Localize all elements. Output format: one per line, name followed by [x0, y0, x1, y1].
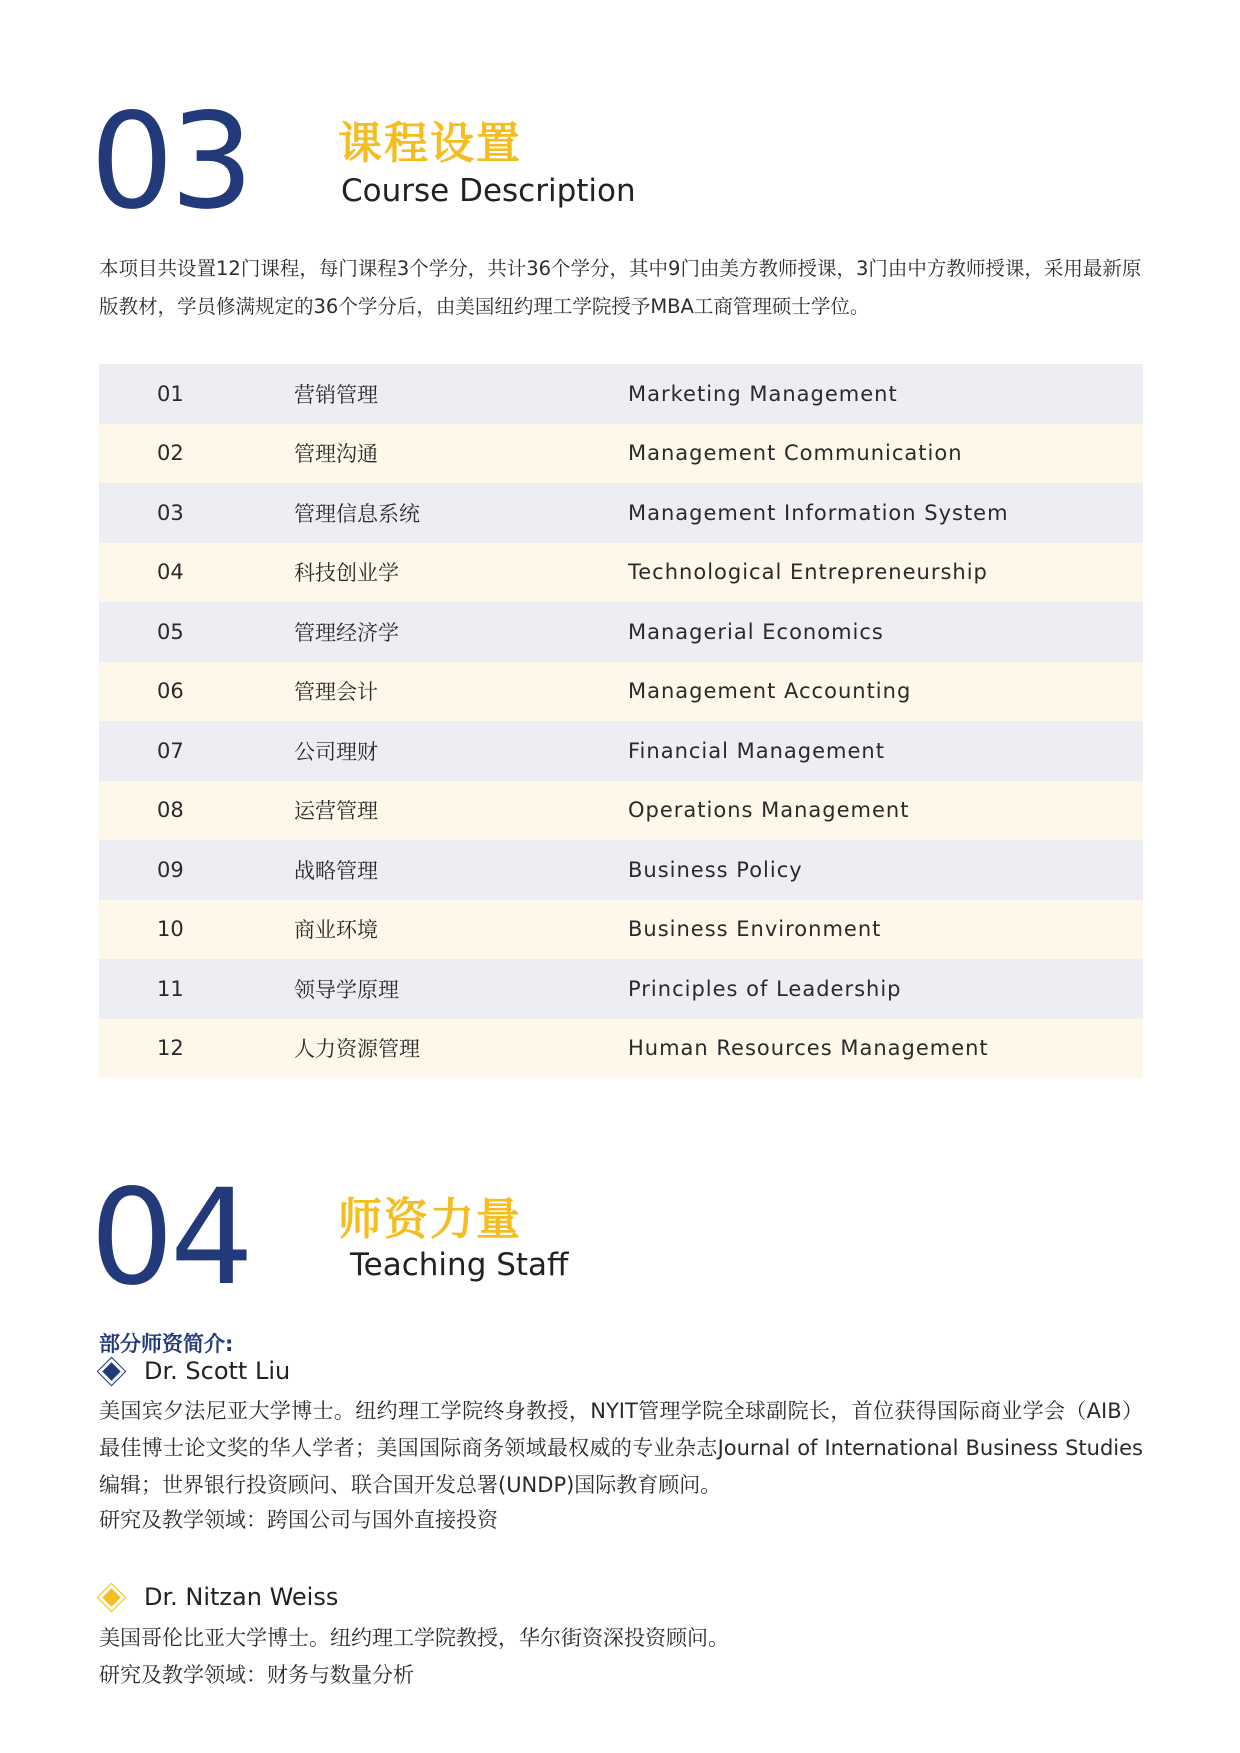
course-name-cn: 商业环境 — [294, 918, 378, 943]
course-name-en: Operations Management — [628, 798, 910, 823]
course-number: 09 — [157, 857, 184, 882]
course-name-cn: 公司理财 — [294, 739, 378, 764]
course-row — [99, 424, 1143, 484]
course-row — [99, 959, 1143, 1019]
staff-name: Dr. Scott Liu — [144, 1357, 291, 1385]
course-name-en: Management Information System — [628, 500, 1009, 525]
course-name-cn: 营销管理 — [294, 382, 378, 407]
course-number: 10 — [157, 917, 184, 942]
course-name-en: Business Environment — [628, 917, 882, 942]
course-intro-paragraph: 本项目共设置12门课程，每门课程3个学分，共计36个学分，其中9门由美方教师授课，3门由中方教师授课，采用最新原版教材，学员修满规定的36个学分后，由美国纽约理工学院授予MBA工商管理硕士学位。 — [99, 257, 1142, 318]
diamond-bullet-icon — [102, 1362, 120, 1380]
course-name-en: Financial Management — [628, 738, 885, 763]
course-row — [99, 602, 1143, 662]
course-row — [99, 662, 1143, 722]
course-name-cn: 人力资源管理 — [294, 1037, 420, 1062]
course-row — [99, 840, 1143, 900]
course-row — [99, 1019, 1143, 1079]
staff-name-row — [99, 1357, 290, 1385]
course-name-cn: 科技创业学 — [294, 561, 399, 586]
course-name-cn: 战略管理 — [294, 858, 378, 883]
course-number: 12 — [157, 1036, 184, 1061]
course-number: 05 — [157, 619, 184, 644]
section-04-number: 04 — [90, 1161, 250, 1315]
course-number: 07 — [157, 738, 184, 763]
course-row — [99, 543, 1143, 603]
course-row — [99, 483, 1143, 543]
course-name-en: Human Resources Management — [628, 1036, 989, 1061]
course-name-en: Managerial Economics — [628, 619, 884, 644]
staff-research-field: 研究及教学领域：财务与数量分析 — [99, 1663, 414, 1687]
section-03-number: 03 — [90, 85, 250, 239]
course-name-cn: 管理经济学 — [294, 620, 399, 645]
diamond-bullet-icon — [102, 1588, 120, 1606]
course-number: 02 — [157, 441, 184, 466]
course-row — [99, 364, 1143, 424]
course-number: 01 — [157, 381, 184, 406]
course-number: 04 — [157, 560, 184, 585]
course-row — [99, 721, 1143, 781]
section-04-title-cn: 师资力量 — [338, 1194, 522, 1245]
course-row — [99, 900, 1143, 960]
course-name-cn: 管理沟通 — [294, 442, 378, 467]
course-number: 03 — [157, 500, 184, 525]
course-table — [99, 364, 1143, 1078]
section-03-title-en: Course Description — [341, 173, 636, 209]
staff-intro-heading: 部分师资简介: — [99, 1332, 234, 1356]
course-name-en: Technological Entrepreneurship — [628, 560, 988, 585]
course-name-en: Marketing Management — [628, 381, 898, 406]
course-name-en: Management Accounting — [628, 679, 912, 704]
staff-name: Dr. Nitzan Weiss — [144, 1583, 339, 1611]
course-name-cn: 管理会计 — [294, 680, 378, 705]
section-04-title-en: Teaching Staff — [350, 1247, 569, 1283]
course-number: 08 — [157, 798, 184, 823]
course-number: 06 — [157, 679, 184, 704]
course-name-en: Principles of Leadership — [628, 976, 902, 1001]
course-name-cn: 管理信息系统 — [294, 501, 420, 526]
staff-name-row — [99, 1583, 338, 1611]
course-row — [99, 781, 1143, 841]
staff-bio: 美国宾夕法尼亚大学博士。纽约理工学院终身教授，NYIT管理学院全球副院长，首位获得国际商业学会（AIB）最佳博士论文奖的华人学者；美国国际商务领域最权威的专业杂志Journal of International Business Studies编辑；世界银行投资顾问、联合国开发总署(UNDP)国际教育顾问。 — [99, 1399, 1143, 1497]
course-name-cn: 运营管理 — [294, 799, 378, 824]
staff-research-field: 研究及教学领域：跨国公司与国外直接投资 — [99, 1508, 498, 1532]
course-name-cn: 领导学原理 — [294, 977, 399, 1002]
section-03-title-cn: 课程设置 — [338, 118, 522, 169]
course-name-en: Business Policy — [628, 857, 803, 882]
course-name-en: Management Communication — [628, 441, 963, 466]
course-number: 11 — [157, 976, 184, 1001]
staff-bio: 美国哥伦比亚大学博士。纽约理工学院教授，华尔街资深投资顾问。 — [99, 1626, 729, 1650]
